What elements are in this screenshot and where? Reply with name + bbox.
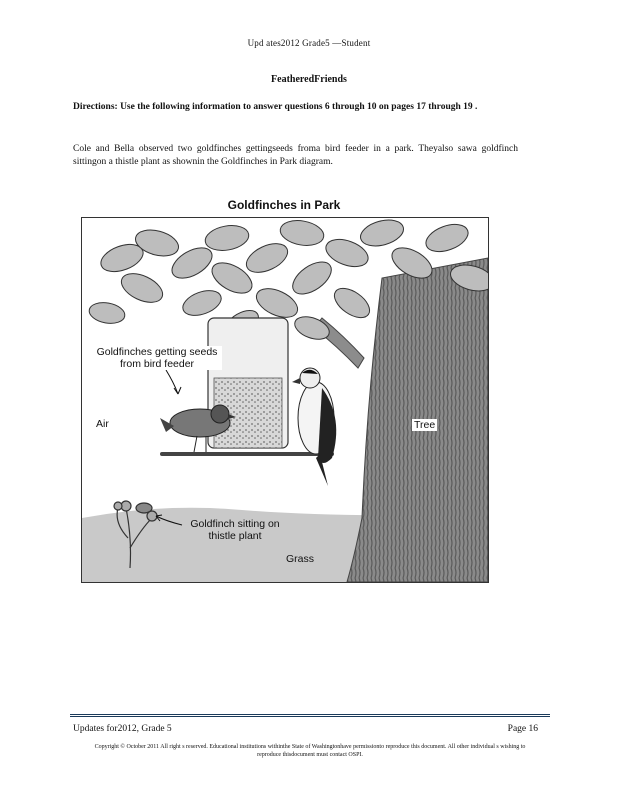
page-header: Upd ates2012 Grade5 —Student — [247, 38, 371, 48]
page-number: Page 16 — [507, 724, 538, 734]
footer-left-text: Updates for2012, Grade 5 — [73, 724, 172, 734]
figure-title: Goldfinches in Park — [227, 198, 341, 212]
directions-text: Use the following information to answer questions 6 through 10 on pages 17 through 19 . — [120, 102, 478, 112]
air-label: Air — [96, 418, 109, 430]
directions-label: Directions: — [73, 102, 118, 112]
goldfinches-diagram — [81, 217, 489, 583]
scenario-paragraph: Cole and Bella observed two goldfinches gettingseeds froma bird feeder in a park. Theyalso sawa goldfinch sittingon a thistle plant as shownin the Goldfinches in Park diagram. — [73, 144, 518, 167]
tree-label: Tree — [414, 419, 436, 431]
footer-divider — [70, 714, 550, 717]
grass-label: Grass — [286, 553, 315, 565]
thistle-label: Goldfinch sitting on thistle plant — [190, 518, 280, 542]
directions-paragraph — [73, 101, 513, 114]
goldfinch-feeder-right — [292, 368, 336, 486]
page-title: FeatheredFriends — [271, 74, 347, 85]
copyright-notice: Copyright © October 2011 All right s reserved. Educational institutions withinthe State of Washingtonhave permissionto reproduce this document. All other individual s wishing to reproduce thisdocument must contact OSPI. — [94, 744, 526, 758]
feeder-label: Goldfinches getting seeds from bird feeder — [92, 346, 222, 370]
